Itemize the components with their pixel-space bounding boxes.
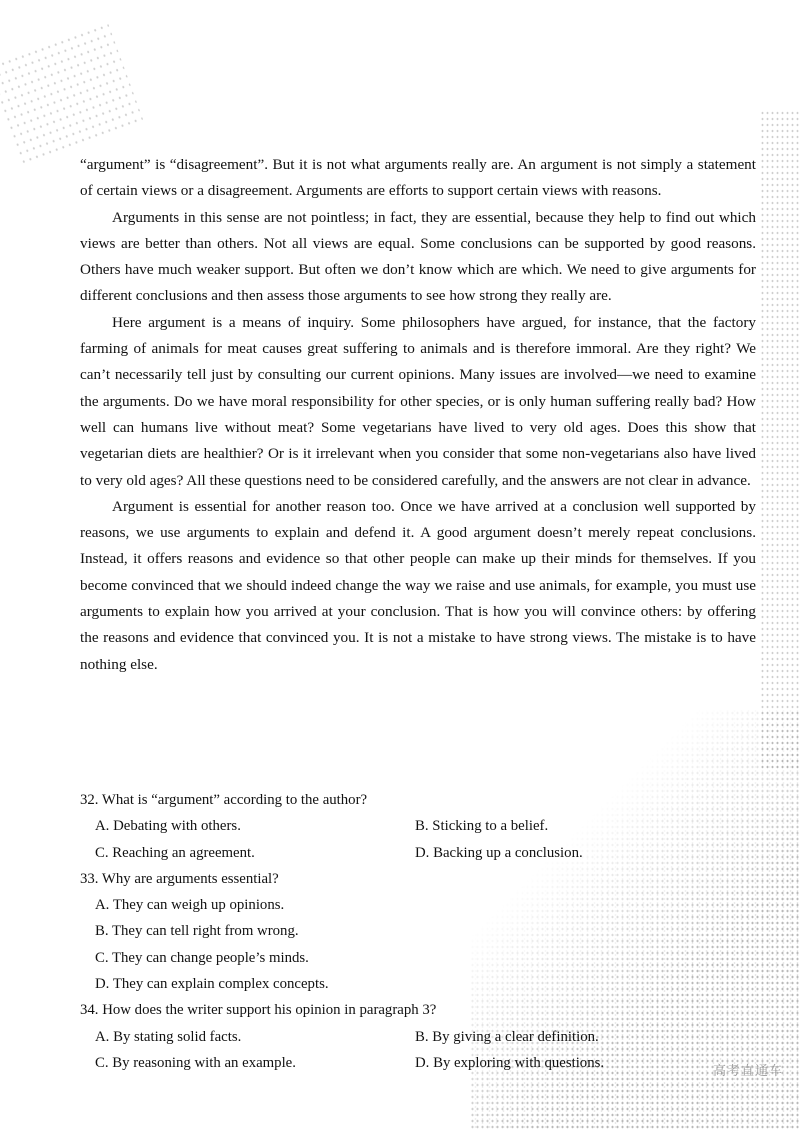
option-c: C. By reasoning with an example.: [95, 1054, 296, 1071]
passage-paragraph-2: Arguments in this sense are not pointless; in fact, they are essential, because they help to find out which views are better than others. Not all views are equal. Some conclusions can be supported by good reasons. Others have much weaker support. But often we don’t know which are which. We need to give arguments for different conclusions and then assess those arguments to see how strong they really are.: [80, 208, 756, 305]
option-b: B. By giving a clear definition.: [415, 1028, 599, 1045]
scan-noise-top-left: [0, 21, 145, 169]
options: [95, 892, 760, 997]
option-b: B. They can tell right from wrong.: [95, 923, 299, 940]
question-32: [80, 787, 760, 866]
watermark: 高考直通车: [713, 1064, 784, 1079]
option-d: D. By exploring with questions.: [415, 1054, 605, 1071]
passage-paragraph-3: Here argument is a means of inquiry. Some philosophers have argued, for instance, that the factory farming of animals for meat causes great suffering to animals and is therefore immoral. Are they right? We can’t necessarily tell just by consulting our current opinions. Many issues are involved—we need to examine the arguments. Do we have moral responsibility for other species, or is only human suffering really bad? How well can humans live without meat? Some vegetarians have lived to very old ages. Does this show that vegetarian diets are healthier? Or is it irrelevant when you consider that some non-vegetarians also have lived to very old ages? All these questions need to be considered carefully, and the answers are not clear in advance.: [80, 313, 756, 489]
options: [95, 813, 760, 866]
options: [95, 1024, 760, 1077]
option-a: A. Debating with others.: [95, 818, 241, 835]
passage-paragraph-1: “argument” is “disagreement”. But it is not what arguments really are. An argument is not simply a statement of certain views or a disagreement. Arguments are efforts to support certain views with reasons.: [80, 156, 756, 200]
scan-noise-right-edge: [760, 110, 800, 770]
option-c: C. They can change people’s minds.: [95, 949, 309, 966]
question-34: [80, 997, 760, 1076]
question-33: [80, 866, 760, 997]
passage-paragraph-4: Argument is essential for another reason too. Once we have arrived at a conclusion well supported by reasons, we use arguments to explain and defend it. A good argument doesn’t merely repeat conclusions. Instead, it offers reasons and evidence so that other people can make up their minds for themselves. If you become convinced that we should indeed change the way we raise and use animals, for example, you must use arguments to explain how you arrived at your conclusion. That is how you will convince others: by offering the reasons and evidence that convinced you. It is not a mistake to have strong views. The mistake is to have nothing else.: [80, 497, 756, 673]
option-a: A. They can weigh up opinions.: [95, 897, 285, 914]
option-d: D. Backing up a conclusion.: [415, 844, 583, 861]
option-d: D. They can explain complex concepts.: [95, 976, 329, 993]
option-a: A. By stating solid facts.: [95, 1028, 242, 1045]
question-stem: 32. What is “argument” according to the author?: [80, 792, 368, 808]
question-list: [80, 787, 760, 1076]
option-c: C. Reaching an agreement.: [95, 844, 255, 861]
reading-passage: [80, 152, 756, 678]
question-stem: 34. How does the writer support his opinion in paragraph 3?: [80, 1002, 437, 1019]
question-stem: 33. Why are arguments essential?: [80, 870, 279, 887]
option-b: B. Sticking to a belief.: [415, 818, 549, 835]
